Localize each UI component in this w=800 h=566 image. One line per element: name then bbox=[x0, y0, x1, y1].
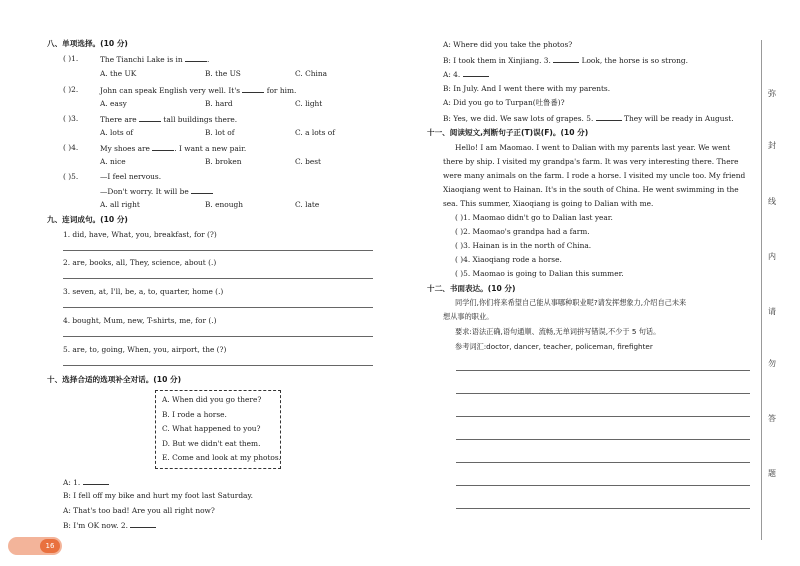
margin-char-3: 线 bbox=[768, 197, 776, 206]
writing-line-7 bbox=[456, 508, 750, 509]
section-11-title: 十一、阅读短文,判断句子正(T)误(F)。(10 分) bbox=[427, 128, 589, 137]
passage-line-3: were many animals on the farm. I rode a horse. I visited my uncle too. My friend bbox=[443, 171, 746, 180]
q4-number: ( )4. bbox=[63, 143, 79, 152]
page-number: 16 bbox=[40, 539, 60, 553]
q1-stem: The Tianchi Lake is in . bbox=[100, 55, 210, 64]
answer-line-4 bbox=[63, 336, 373, 337]
dialog-line-8: B: In July. And I went there with my parents. bbox=[443, 84, 611, 93]
q5-stem: —I feel nervous. bbox=[100, 172, 162, 181]
q3-option-b: B. lot of bbox=[205, 128, 235, 137]
option-b: B. I rode a horse. bbox=[162, 410, 227, 419]
judge-1: ( )1. Maomao didn't go to Dalian last year. bbox=[455, 213, 613, 222]
judge-2: ( )2. Maomao's grandpa had a farm. bbox=[455, 227, 590, 236]
option-d: D. But we didn't eat them. bbox=[162, 439, 261, 448]
writing-line-1 bbox=[456, 370, 750, 371]
q3-option-c: C. a lots of bbox=[295, 128, 335, 137]
sentence-2: 2. are, books, all, They, science, about (.) bbox=[63, 258, 217, 267]
passage-line-5: sea. This summer, Xiaoqiang is going to Dalian with me. bbox=[443, 199, 654, 208]
q4-option-b: B. broken bbox=[205, 157, 242, 166]
margin-char-6: 勿 bbox=[768, 359, 776, 368]
dialog-line-6: B: I took them in Xinjiang. 3. Look, the horse is so strong. bbox=[443, 56, 688, 65]
q5-stem-2: —Don't worry. It will be bbox=[100, 186, 213, 197]
writing-line-4 bbox=[456, 439, 750, 440]
judge-5: ( )5. Maomao is going to Dalian this summer. bbox=[455, 269, 624, 278]
option-a: A. When did you go there? bbox=[162, 395, 262, 404]
q4-option-a: A. nice bbox=[100, 157, 126, 166]
answer-line-1 bbox=[63, 250, 373, 251]
sentence-5: 5. are, to, going, When, you, airport, the (?) bbox=[63, 345, 227, 354]
q2-number: ( )2. bbox=[63, 85, 79, 94]
writing-line-2 bbox=[456, 393, 750, 394]
margin-char-7: 答 bbox=[768, 414, 776, 423]
q1-number: ( )1. bbox=[63, 54, 79, 63]
answer-line-2 bbox=[63, 278, 373, 279]
dialog-line-1: A: 1. bbox=[63, 477, 109, 488]
dialog-line-2: B: I fell off my bike and hurt my foot last Saturday. bbox=[63, 491, 254, 500]
passage-line-4: Xiaoqiang went to Hainan. It's in the south of China. He went swimming in the bbox=[443, 185, 739, 194]
q2-option-b: B. hard bbox=[205, 99, 233, 108]
q4-option-c: C. best bbox=[295, 157, 321, 166]
judge-3: ( )3. Hainan is in the north of China. bbox=[455, 241, 592, 250]
writing-line-3 bbox=[456, 416, 750, 417]
option-e: E. Come and look at my photos. bbox=[162, 453, 282, 462]
q5-option-b: B. enough bbox=[205, 200, 243, 209]
q5-number: ( )5. bbox=[63, 172, 79, 181]
q5-option-a: A. all right bbox=[100, 200, 140, 209]
binding-line bbox=[761, 40, 762, 540]
writing-requirements: 要求:语法正确,语句通顺、流畅,无单词拼写错误,不少于 5 句话。 bbox=[455, 327, 661, 336]
dialog-line-7: A: 4. bbox=[443, 69, 489, 80]
q4-stem: My shoes are . I want a new pair. bbox=[100, 144, 247, 153]
answer-line-3 bbox=[63, 307, 373, 308]
q1-option-c: C. China bbox=[295, 69, 328, 78]
sentence-4: 4. bought, Mum, new, T-shirts, me, for (.) bbox=[63, 316, 217, 325]
margin-char-4: 内 bbox=[768, 252, 776, 261]
passage-line-1: Hello! I am Maomao. I went to Dalian with my parents last year. We went bbox=[455, 143, 731, 152]
reference-vocabulary: 参考词汇:doctor, dancer, teacher, policeman, firefighter bbox=[455, 342, 653, 351]
passage-line-2: there by ship. I visited my grandpa's farm. It was very interesting there. There bbox=[443, 157, 739, 166]
section-10-title: 十、选择合适的选项补全对话。(10 分) bbox=[47, 375, 182, 384]
options-box bbox=[155, 390, 281, 469]
q2-option-c: C. light bbox=[295, 99, 323, 108]
dialog-line-10: B: Yes, we did. We saw lots of grapes. 5. They will be ready in August. bbox=[443, 114, 734, 123]
sentence-3: 3. seven, at, I'll, be, a, to, quarter, home (.) bbox=[63, 287, 224, 296]
option-c: C. What happened to you? bbox=[162, 424, 261, 433]
q2-option-a: A. easy bbox=[100, 99, 127, 108]
section-9-title: 九、连词成句。(10 分) bbox=[47, 215, 128, 224]
writing-prompt-1: 同学们,你们将来希望自己能从事哪种职业呢?请发挥想象力,介绍自己未来 bbox=[455, 298, 687, 307]
margin-char-5: 请 bbox=[768, 307, 776, 316]
margin-char-1: 弥 bbox=[768, 89, 776, 98]
section-8-title: 八、单项选择。(10 分) bbox=[47, 39, 128, 48]
dialog-line-9: A: Did you go to Turpan(吐鲁番)? bbox=[443, 98, 565, 107]
sentence-1: 1. did, have, What, you, breakfast, for (?) bbox=[63, 230, 217, 239]
q3-stem: There are tall buildings there. bbox=[100, 115, 238, 124]
dialog-line-3: A: That's too bad! Are you all right now? bbox=[63, 506, 215, 515]
q3-number: ( )3. bbox=[63, 114, 79, 123]
writing-line-5 bbox=[456, 462, 750, 463]
writing-prompt-2: 想从事的职业。 bbox=[443, 312, 494, 321]
q2-stem: John can speak English very well. It's for him. bbox=[100, 86, 297, 95]
q1-option-a: A. the UK bbox=[100, 69, 137, 78]
judge-4: ( )4. Xiaoqiang rode a horse. bbox=[455, 255, 562, 264]
q1-option-b: B. the US bbox=[205, 69, 241, 78]
dialog-line-5: A: Where did you take the photos? bbox=[443, 40, 573, 49]
margin-char-2: 封 bbox=[768, 141, 776, 150]
margin-char-8: 题 bbox=[768, 469, 776, 478]
section-12-title: 十二、书面表达。(10 分) bbox=[427, 284, 516, 293]
dialog-line-4: B: I'm OK now. 2. bbox=[63, 520, 156, 531]
q5-option-c: C. late bbox=[295, 200, 320, 209]
q3-option-a: A. lots of bbox=[100, 128, 134, 137]
writing-line-6 bbox=[456, 485, 750, 486]
answer-line-5 bbox=[63, 365, 373, 366]
